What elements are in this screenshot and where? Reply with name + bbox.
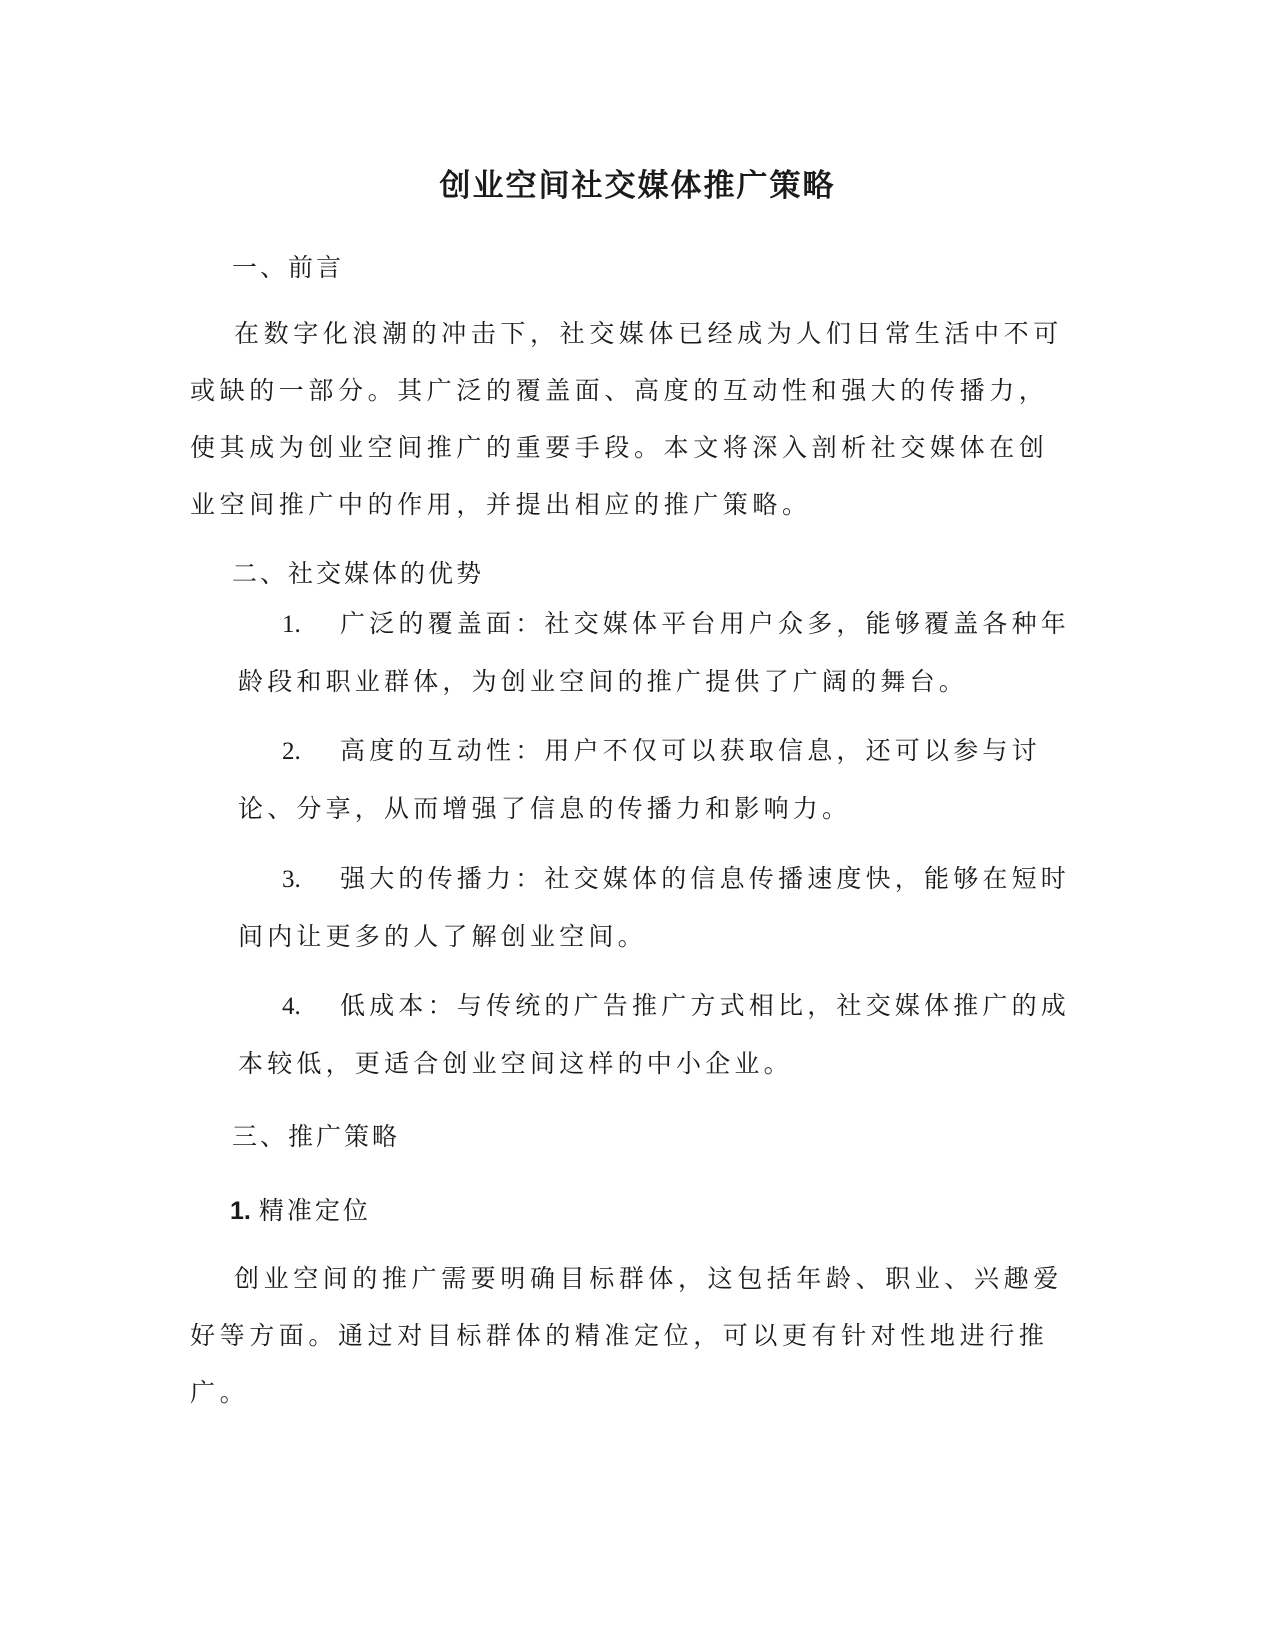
positioning-paragraph: 创业空间的推广需要明确目标群体，这包括年龄、职业、兴趣爱好等方面。通过对目标群体的精准定位，可以更有针对性地进行推广。 xyxy=(190,1264,1063,1407)
section-heading-strategy: 三、推广策略 xyxy=(232,1122,401,1151)
list-text: 低成本：与传统的广告推广方式相比，社交媒体推广的成本较低，更适合创业空间这样的中小企业。 xyxy=(238,991,1071,1078)
document-title: 创业空间社交媒体推广策略 xyxy=(439,168,836,204)
list-item xyxy=(238,595,1070,710)
list-item xyxy=(238,850,1070,965)
list-number: 3. xyxy=(282,866,301,893)
list-number: 1. xyxy=(282,611,301,638)
preface-paragraph: 在数字化浪潮的冲击下，社交媒体已经成为人们日常生活中不可或缺的一部分。其广泛的覆盖面、高度的互动性和强大的传播力，使其成为创业空间推广的重要手段。本文将深入剖析社交媒体在创业空间推广中的作用，并提出相应的推广策略。 xyxy=(190,319,1063,519)
list-text: 广泛的覆盖面：社交媒体平台用户众多，能够覆盖各种年龄段和职业群体，为创业空间的推广提供了广阔的舞台。 xyxy=(238,609,1071,696)
subheading-precise-positioning xyxy=(230,1191,371,1227)
list-item xyxy=(238,977,1070,1092)
subheading-number: 1. xyxy=(230,1197,251,1225)
list-text: 强大的传播力：社交媒体的信息传播速度快，能够在短时间内让更多的人了解创业空间。 xyxy=(238,864,1071,951)
section-heading-advantages: 二、社交媒体的优势 xyxy=(232,559,485,588)
subheading-label: 精准定位 xyxy=(258,1196,371,1225)
list-item xyxy=(238,722,1070,837)
section-heading-preface: 一、前言 xyxy=(232,253,345,282)
list-number: 2. xyxy=(282,738,301,765)
list-text: 高度的互动性：用户不仅可以获取信息，还可以参与讨论、分享，从而增强了信息的传播力和影响力。 xyxy=(238,736,1041,823)
list-number: 4. xyxy=(282,993,301,1020)
